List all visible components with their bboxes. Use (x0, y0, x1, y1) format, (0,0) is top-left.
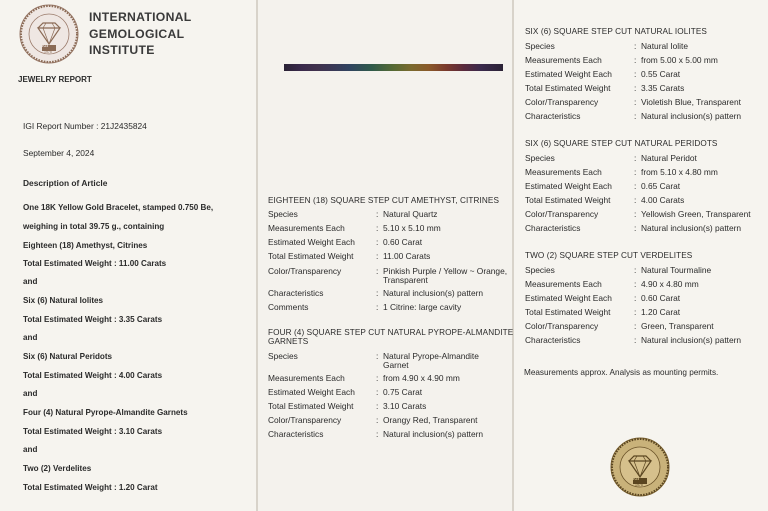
section-title: EIGHTEEN (18) SQUARE STEP CUT AMETHYST, CITRINES (268, 196, 500, 205)
field-label: Species (268, 351, 298, 361)
report-type: JEWELRY REPORT (18, 75, 92, 84)
field-label: Comments (268, 302, 309, 312)
field-value: 1 Citrine: large cavity (383, 302, 462, 312)
field-separator: : (634, 69, 637, 79)
field-label: Measurements Each (525, 167, 602, 177)
section-title: TWO (2) SQUARE STEP CUT VERDELITES (525, 251, 693, 260)
institute-name (89, 9, 192, 59)
field-label: Total Estimated Weight (268, 401, 354, 411)
field-label: Species (525, 265, 555, 275)
field-value: Natural Iolite (641, 41, 689, 51)
field-separator: : (376, 251, 379, 261)
article-line: One 18K Yellow Gold Bracelet, stamped 0.750 Be, (23, 203, 214, 212)
field-separator: : (376, 266, 379, 276)
field-label: Species (525, 41, 555, 51)
fold-divider (512, 0, 514, 511)
section-title: SIX (6) SQUARE STEP CUT NATURAL IOLITES (525, 27, 707, 36)
field-value: from 5.10 x 4.80 mm (641, 167, 718, 177)
field-value: Natural Pyrope-Almandite (383, 351, 479, 361)
article-line: and (23, 277, 38, 286)
gold-seal-year: 1975 (635, 483, 643, 487)
field-separator: : (634, 41, 637, 51)
field-label: Estimated Weight Each (525, 293, 612, 303)
field-separator: : (376, 429, 379, 439)
field-label: Estimated Weight Each (268, 387, 355, 397)
field-label: Characteristics (268, 288, 324, 298)
field-separator: : (376, 302, 379, 312)
field-value: Natural inclusion(s) pattern (641, 223, 742, 233)
field-label: Color/Transparency (268, 266, 342, 276)
field-value: 0.65 Carat (641, 181, 681, 191)
field-label: Total Estimated Weight (525, 83, 611, 93)
field-value: 4.00 Carats (641, 195, 685, 205)
institute-name-line3: INSTITUTE (89, 43, 155, 57)
article-line: Eighteen (18) Amethyst, Citrines (23, 241, 148, 250)
field-value: 4.90 x 4.80 mm (641, 279, 699, 289)
field-separator: : (634, 265, 637, 275)
article-line: Six (6) Natural Iolites (23, 296, 104, 305)
field-value: 11.00 Carats (383, 251, 431, 261)
field-label: Species (268, 209, 298, 219)
field-value: 0.55 Carat (641, 69, 681, 79)
field-label: Total Estimated Weight (525, 307, 611, 317)
article-line: weighing in total 39.75 g., containing (23, 222, 165, 231)
spectrum-bar (284, 64, 503, 71)
seal-year: 1975 (44, 50, 52, 54)
field-value-cont: Garnet (383, 360, 409, 370)
field-value: 3.10 Carats (383, 401, 427, 411)
field-value: Natural inclusion(s) pattern (641, 111, 742, 121)
article-line: Four (4) Natural Pyrope-Almandite Garnets (23, 408, 188, 417)
field-value: Pinkish Purple / Yellow ~ Orange, (383, 266, 508, 276)
igi-seal-icon (19, 4, 79, 64)
field-value: Natural Peridot (641, 153, 697, 163)
field-separator: : (376, 209, 379, 219)
section-title-cont: GARNETS (268, 337, 309, 346)
field-label: Measurements Each (268, 373, 345, 383)
fold-divider (256, 0, 258, 511)
field-value-cont: Transparent (383, 275, 428, 285)
field-label: Estimated Weight Each (268, 237, 355, 247)
field-label: Estimated Weight Each (525, 69, 612, 79)
field-value: Green, Transparent (641, 321, 714, 331)
field-label: Measurements Each (525, 55, 602, 65)
field-separator: : (376, 373, 379, 383)
field-separator: : (634, 195, 637, 205)
field-separator: : (634, 209, 637, 219)
field-value: Natural Quartz (383, 209, 438, 219)
gold-seal-icon (610, 437, 670, 497)
article-line: Total Estimated Weight : 3.10 Carats (23, 427, 163, 436)
field-separator: : (634, 111, 637, 121)
field-separator: : (376, 415, 379, 425)
field-label: Species (525, 153, 555, 163)
field-label: Characteristics (525, 223, 581, 233)
section-title: FOUR (4) SQUARE STEP CUT NATURAL PYROPE-ALMANDITE (268, 328, 514, 337)
field-value: Natural inclusion(s) pattern (383, 288, 484, 298)
institute-name-line1: INTERNATIONAL (89, 10, 192, 24)
report-date: September 4, 2024 (23, 148, 95, 158)
field-value: 3.35 Carats (641, 83, 685, 93)
field-label: Color/Transparency (268, 415, 342, 425)
field-separator: : (634, 279, 637, 289)
article-line: Total Estimated Weight : 3.35 Carats (23, 315, 163, 324)
article-line: Total Estimated Weight : 11.00 Carats (23, 259, 167, 268)
field-value: 5.10 x 5.10 mm (383, 223, 441, 233)
field-value: from 5.00 x 5.00 mm (641, 55, 718, 65)
field-value: 0.75 Carat (383, 387, 423, 397)
field-separator: : (634, 321, 637, 331)
article-line: Two (2) Verdelites (23, 464, 92, 473)
field-separator: : (634, 97, 637, 107)
field-value: 0.60 Carat (383, 237, 423, 247)
field-separator: : (376, 223, 379, 233)
article-line: Total Estimated Weight : 1.20 Carat (23, 483, 158, 492)
field-separator: : (634, 335, 637, 345)
field-separator: : (634, 223, 637, 233)
field-value: 1.20 Carat (641, 307, 681, 317)
gold-seal-logo-text: IGI (633, 476, 640, 481)
field-label: Measurements Each (268, 223, 345, 233)
field-separator: : (634, 181, 637, 191)
field-separator: : (376, 288, 379, 298)
seal-logo-text: IGI (42, 43, 49, 48)
field-separator: : (634, 307, 637, 317)
article-line: and (23, 333, 38, 342)
field-label: Color/Transparency (525, 97, 599, 107)
article-line: Six (6) Natural Peridots (23, 352, 113, 361)
field-label: Characteristics (525, 111, 581, 121)
field-label: Estimated Weight Each (525, 181, 612, 191)
field-label: Color/Transparency (525, 209, 599, 219)
field-label: Total Estimated Weight (525, 195, 611, 205)
field-value: Natural inclusion(s) pattern (383, 429, 484, 439)
footnote: Measurements approx. Analysis as mounting permits. (524, 368, 719, 377)
field-value: Yellowish Green, Transparent (641, 209, 751, 219)
article-line: and (23, 445, 38, 454)
field-value: Natural Tourmaline (641, 265, 712, 275)
field-separator: : (634, 83, 637, 93)
field-separator: : (634, 55, 637, 65)
description-heading: Description of Article (23, 178, 108, 188)
field-label: Characteristics (525, 335, 581, 345)
field-label: Color/Transparency (525, 321, 599, 331)
field-separator: : (634, 293, 637, 303)
field-label: Characteristics (268, 429, 324, 439)
field-value: from 4.90 x 4.90 mm (383, 373, 460, 383)
field-label: Measurements Each (525, 279, 602, 289)
report-number: IGI Report Number : 21J2435824 (23, 121, 147, 131)
field-separator: : (634, 153, 637, 163)
field-label: Total Estimated Weight (268, 251, 354, 261)
field-value: Natural inclusion(s) pattern (641, 335, 742, 345)
field-value: Orangy Red, Transparent (383, 415, 478, 425)
field-value: 0.60 Carat (641, 293, 681, 303)
section-title: SIX (6) SQUARE STEP CUT NATURAL PERIDOTS (525, 139, 718, 148)
field-separator: : (376, 387, 379, 397)
article-line: Total Estimated Weight : 4.00 Carats (23, 371, 163, 380)
institute-name-line2: GEMOLOGICAL (89, 26, 185, 41)
field-separator: : (376, 351, 379, 361)
field-separator: : (376, 401, 379, 411)
field-separator: : (634, 167, 637, 177)
field-separator: : (376, 237, 379, 247)
article-line: and (23, 389, 38, 398)
field-value: Violetish Blue, Transparent (641, 97, 741, 107)
